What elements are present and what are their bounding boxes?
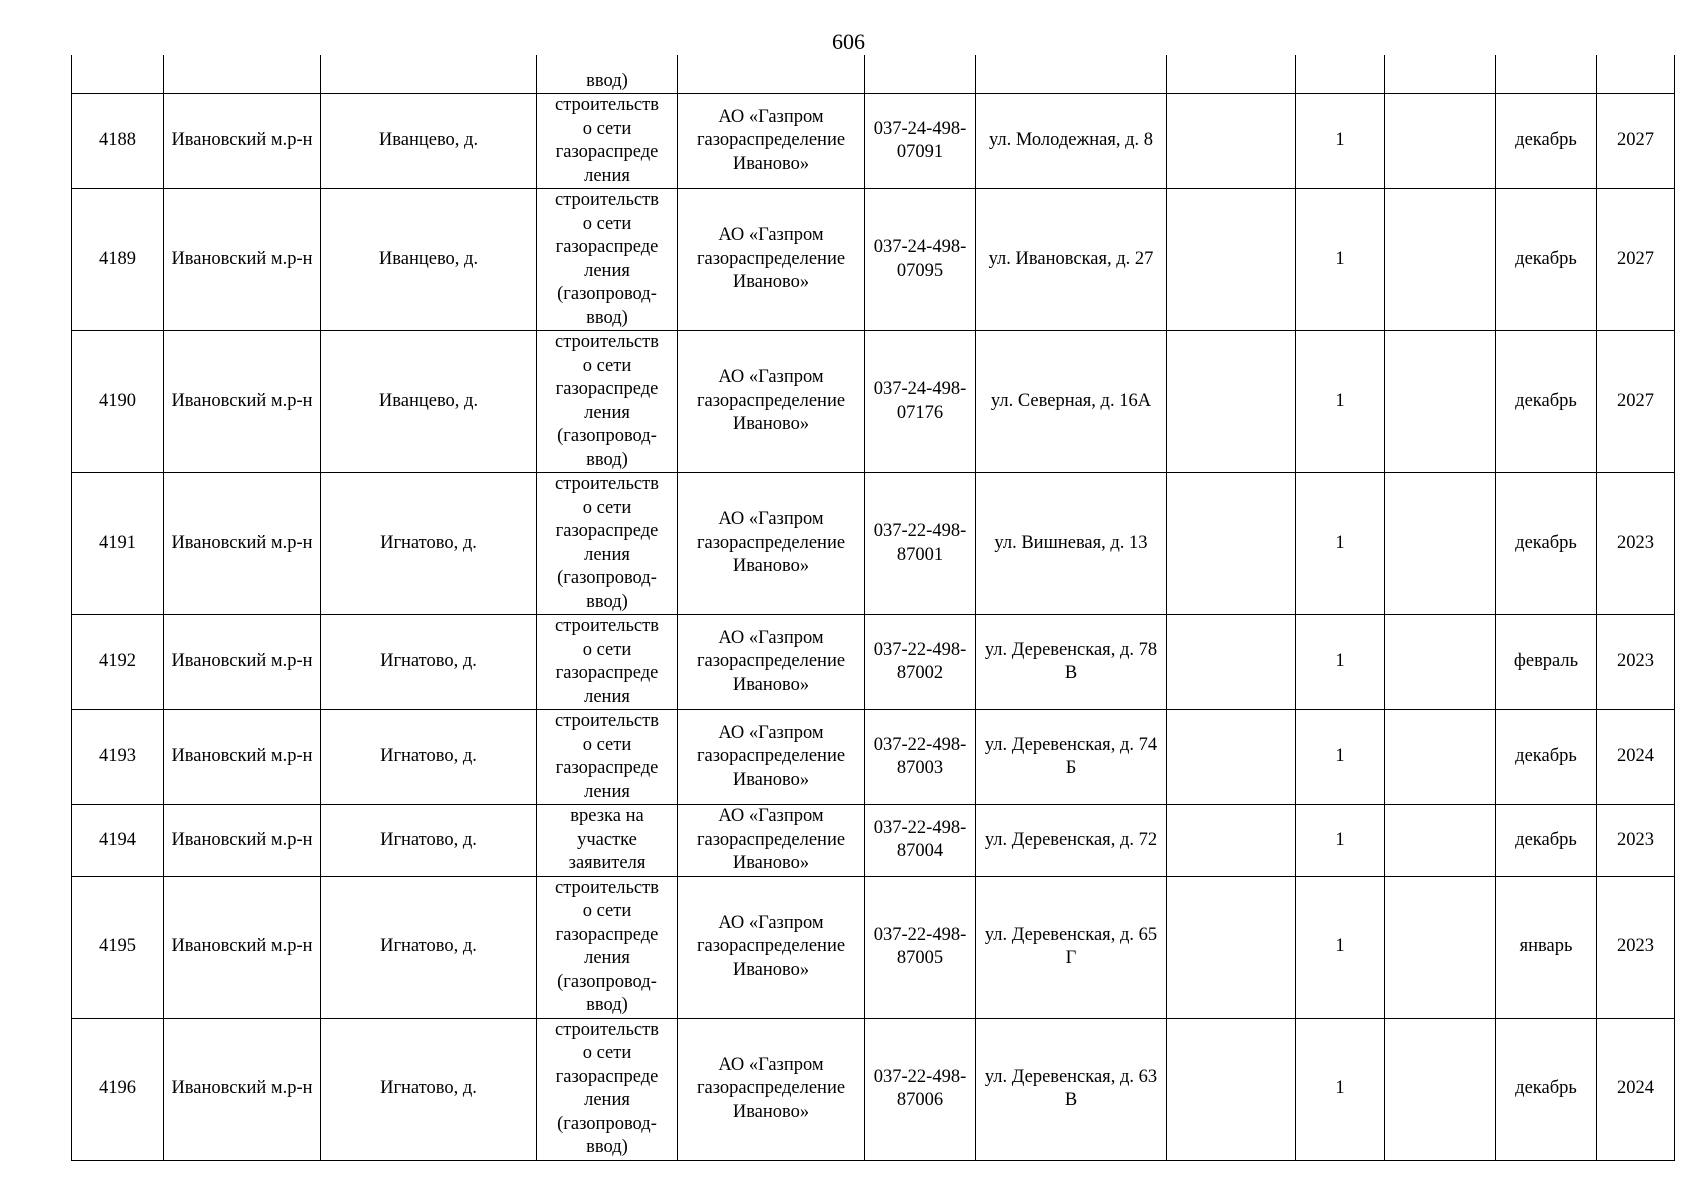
cell-locality: Иванцево, д. xyxy=(321,189,537,331)
cell-address: ул. Деревенская, д. 65 Г xyxy=(976,876,1167,1018)
cell-locality: Игнатово, д. xyxy=(321,1018,537,1160)
cell-year: 2023 xyxy=(1597,805,1675,877)
cell-no: 4192 xyxy=(72,615,164,710)
cell-no: 4196 xyxy=(72,1018,164,1160)
cell-work: врезка на участке заявителя xyxy=(537,805,678,877)
cell-empty-1 xyxy=(1167,615,1296,710)
cell-month: декабрь xyxy=(1496,805,1597,877)
cell-code: 037-22-498-87004 xyxy=(865,805,976,877)
cell-address: ул. Деревенская, д. 63 В xyxy=(976,1018,1167,1160)
cell-district xyxy=(164,55,321,94)
cell-work: строительств о сети газораспреде ления xyxy=(537,615,678,710)
cell-month: декабрь xyxy=(1496,189,1597,331)
table-row xyxy=(72,331,1675,473)
cell-empty-2 xyxy=(1385,805,1496,877)
cell-year: 2023 xyxy=(1597,473,1675,615)
cell-month: декабрь xyxy=(1496,710,1597,805)
cell-district: Ивановский м.р-н xyxy=(164,331,321,473)
cell-year: 2023 xyxy=(1597,876,1675,1018)
cell-address: ул. Вишневая, д. 13 xyxy=(976,473,1167,615)
cell-empty-2 xyxy=(1385,189,1496,331)
cell-no xyxy=(72,55,164,94)
cell-year: 2024 xyxy=(1597,710,1675,805)
cell-district: Ивановский м.р-н xyxy=(164,710,321,805)
cell-empty-1 xyxy=(1167,710,1296,805)
table-row xyxy=(72,876,1675,1018)
cell-address: ул. Деревенская, д. 78 В xyxy=(976,615,1167,710)
cell-quantity: 1 xyxy=(1296,189,1385,331)
cell-organization: АО «Газпром газораспределение Иваново» xyxy=(678,710,865,805)
cell-no: 4190 xyxy=(72,331,164,473)
cell-organization xyxy=(678,55,865,94)
cell-district: Ивановский м.р-н xyxy=(164,1018,321,1160)
cell-code: 037-22-498-87002 xyxy=(865,615,976,710)
cell-quantity: 1 xyxy=(1296,710,1385,805)
cell-month: декабрь xyxy=(1496,1018,1597,1160)
table-row xyxy=(72,473,1675,615)
cell-no: 4189 xyxy=(72,189,164,331)
cell-month: январь xyxy=(1496,876,1597,1018)
cell-month xyxy=(1496,55,1597,94)
cell-district: Ивановский м.р-н xyxy=(164,876,321,1018)
cell-address: ул. Молодежная, д. 8 xyxy=(976,94,1167,189)
cell-no: 4193 xyxy=(72,710,164,805)
cell-organization: АО «Газпром газораспределение Иваново» xyxy=(678,189,865,331)
cell-empty-2 xyxy=(1385,1018,1496,1160)
cell-month: декабрь xyxy=(1496,94,1597,189)
cell-quantity xyxy=(1296,55,1385,94)
cell-locality: Иванцево, д. xyxy=(321,94,537,189)
cell-year: 2027 xyxy=(1597,94,1675,189)
cell-empty-1 xyxy=(1167,805,1296,877)
page-number: 606 xyxy=(832,29,865,54)
table-row xyxy=(72,189,1675,331)
cell-district: Ивановский м.р-н xyxy=(164,189,321,331)
cell-district: Ивановский м.р-н xyxy=(164,615,321,710)
cell-no: 4188 xyxy=(72,94,164,189)
cell-year: 2027 xyxy=(1597,189,1675,331)
table-row xyxy=(72,94,1675,189)
cell-year: 2023 xyxy=(1597,615,1675,710)
cell-no: 4195 xyxy=(72,876,164,1018)
cell-organization: АО «Газпром газораспределение Иваново» xyxy=(678,615,865,710)
cell-locality: Игнатово, д. xyxy=(321,615,537,710)
cell-organization: АО «Газпром газораспределение Иваново» xyxy=(678,1018,865,1160)
cell-code xyxy=(865,55,976,94)
cell-quantity: 1 xyxy=(1296,1018,1385,1160)
cell-empty-1 xyxy=(1167,331,1296,473)
cell-empty-1 xyxy=(1167,876,1296,1018)
cell-quantity: 1 xyxy=(1296,94,1385,189)
cell-locality: Иванцево, д. xyxy=(321,331,537,473)
cell-empty-2 xyxy=(1385,331,1496,473)
cell-month: февраль xyxy=(1496,615,1597,710)
cell-locality: Игнатово, д. xyxy=(321,710,537,805)
cell-work: строительств о сети газораспреде ления (газопровод- ввод) xyxy=(537,331,678,473)
cell-district: Ивановский м.р-н xyxy=(164,473,321,615)
cell-district: Ивановский м.р-н xyxy=(164,94,321,189)
cell-empty-2 xyxy=(1385,94,1496,189)
cell-code: 037-24-498-07095 xyxy=(865,189,976,331)
cell-year: 2024 xyxy=(1597,1018,1675,1160)
cell-organization: АО «Газпром газораспределение Иваново» xyxy=(678,805,865,877)
cell-locality: Игнатово, д. xyxy=(321,473,537,615)
cell-quantity: 1 xyxy=(1296,876,1385,1018)
cell-empty-1 xyxy=(1167,94,1296,189)
cell-empty-2 xyxy=(1385,876,1496,1018)
cell-empty-1 xyxy=(1167,1018,1296,1160)
cell-code: 037-22-498-87003 xyxy=(865,710,976,805)
cell-locality: Игнатово, д. xyxy=(321,805,537,877)
cell-organization: АО «Газпром газораспределение Иваново» xyxy=(678,94,865,189)
cell-no: 4194 xyxy=(72,805,164,877)
cell-address xyxy=(976,55,1167,94)
cell-code: 037-22-498-87006 xyxy=(865,1018,976,1160)
cell-work: строительств о сети газораспреде ления (газопровод- ввод) xyxy=(537,1018,678,1160)
cell-year xyxy=(1597,55,1675,94)
cell-address: ул. Деревенская, д. 74 Б xyxy=(976,710,1167,805)
cell-address: ул. Северная, д. 16А xyxy=(976,331,1167,473)
gasification-registry-table xyxy=(71,55,1675,1161)
cell-year: 2027 xyxy=(1597,331,1675,473)
cell-empty-2 xyxy=(1385,615,1496,710)
cell-empty-1 xyxy=(1167,189,1296,331)
cell-empty-2 xyxy=(1385,710,1496,805)
cell-quantity: 1 xyxy=(1296,805,1385,877)
table-row xyxy=(72,710,1675,805)
cell-work: строительств о сети газораспреде ления (газопровод- ввод) xyxy=(537,876,678,1018)
cell-work: строительств о сети газораспреде ления xyxy=(537,94,678,189)
cell-month: декабрь xyxy=(1496,331,1597,473)
cell-empty-1 xyxy=(1167,473,1296,615)
cell-code: 037-22-498-87001 xyxy=(865,473,976,615)
cell-code: 037-24-498-07091 xyxy=(865,94,976,189)
cell-address: ул. Ивановская, д. 27 xyxy=(976,189,1167,331)
cell-work: строительств о сети газораспреде ления (газопровод- ввод) xyxy=(537,473,678,615)
cell-empty-1 xyxy=(1167,55,1296,94)
cell-organization: АО «Газпром газораспределение Иваново» xyxy=(678,473,865,615)
table-row xyxy=(72,1018,1675,1160)
cell-code: 037-24-498-07176 xyxy=(865,331,976,473)
cell-work: строительств о сети газораспреде ления xyxy=(537,710,678,805)
cell-organization: АО «Газпром газораспределение Иваново» xyxy=(678,331,865,473)
cell-quantity: 1 xyxy=(1296,331,1385,473)
cell-work: ввод) xyxy=(537,55,678,94)
cell-month: декабрь xyxy=(1496,473,1597,615)
cell-empty-2 xyxy=(1385,55,1496,94)
cell-quantity: 1 xyxy=(1296,473,1385,615)
cell-locality xyxy=(321,55,537,94)
cell-code: 037-22-498-87005 xyxy=(865,876,976,1018)
table-row xyxy=(72,615,1675,710)
table-row xyxy=(72,805,1675,877)
continuation-row xyxy=(72,55,1675,94)
cell-work: строительств о сети газораспреде ления (газопровод- ввод) xyxy=(537,189,678,331)
cell-no: 4191 xyxy=(72,473,164,615)
cell-empty-2 xyxy=(1385,473,1496,615)
cell-district: Ивановский м.р-н xyxy=(164,805,321,877)
cell-quantity: 1 xyxy=(1296,615,1385,710)
cell-organization: АО «Газпром газораспределение Иваново» xyxy=(678,876,865,1018)
cell-address: ул. Деревенская, д. 72 xyxy=(976,805,1167,877)
cell-locality: Игнатово, д. xyxy=(321,876,537,1018)
